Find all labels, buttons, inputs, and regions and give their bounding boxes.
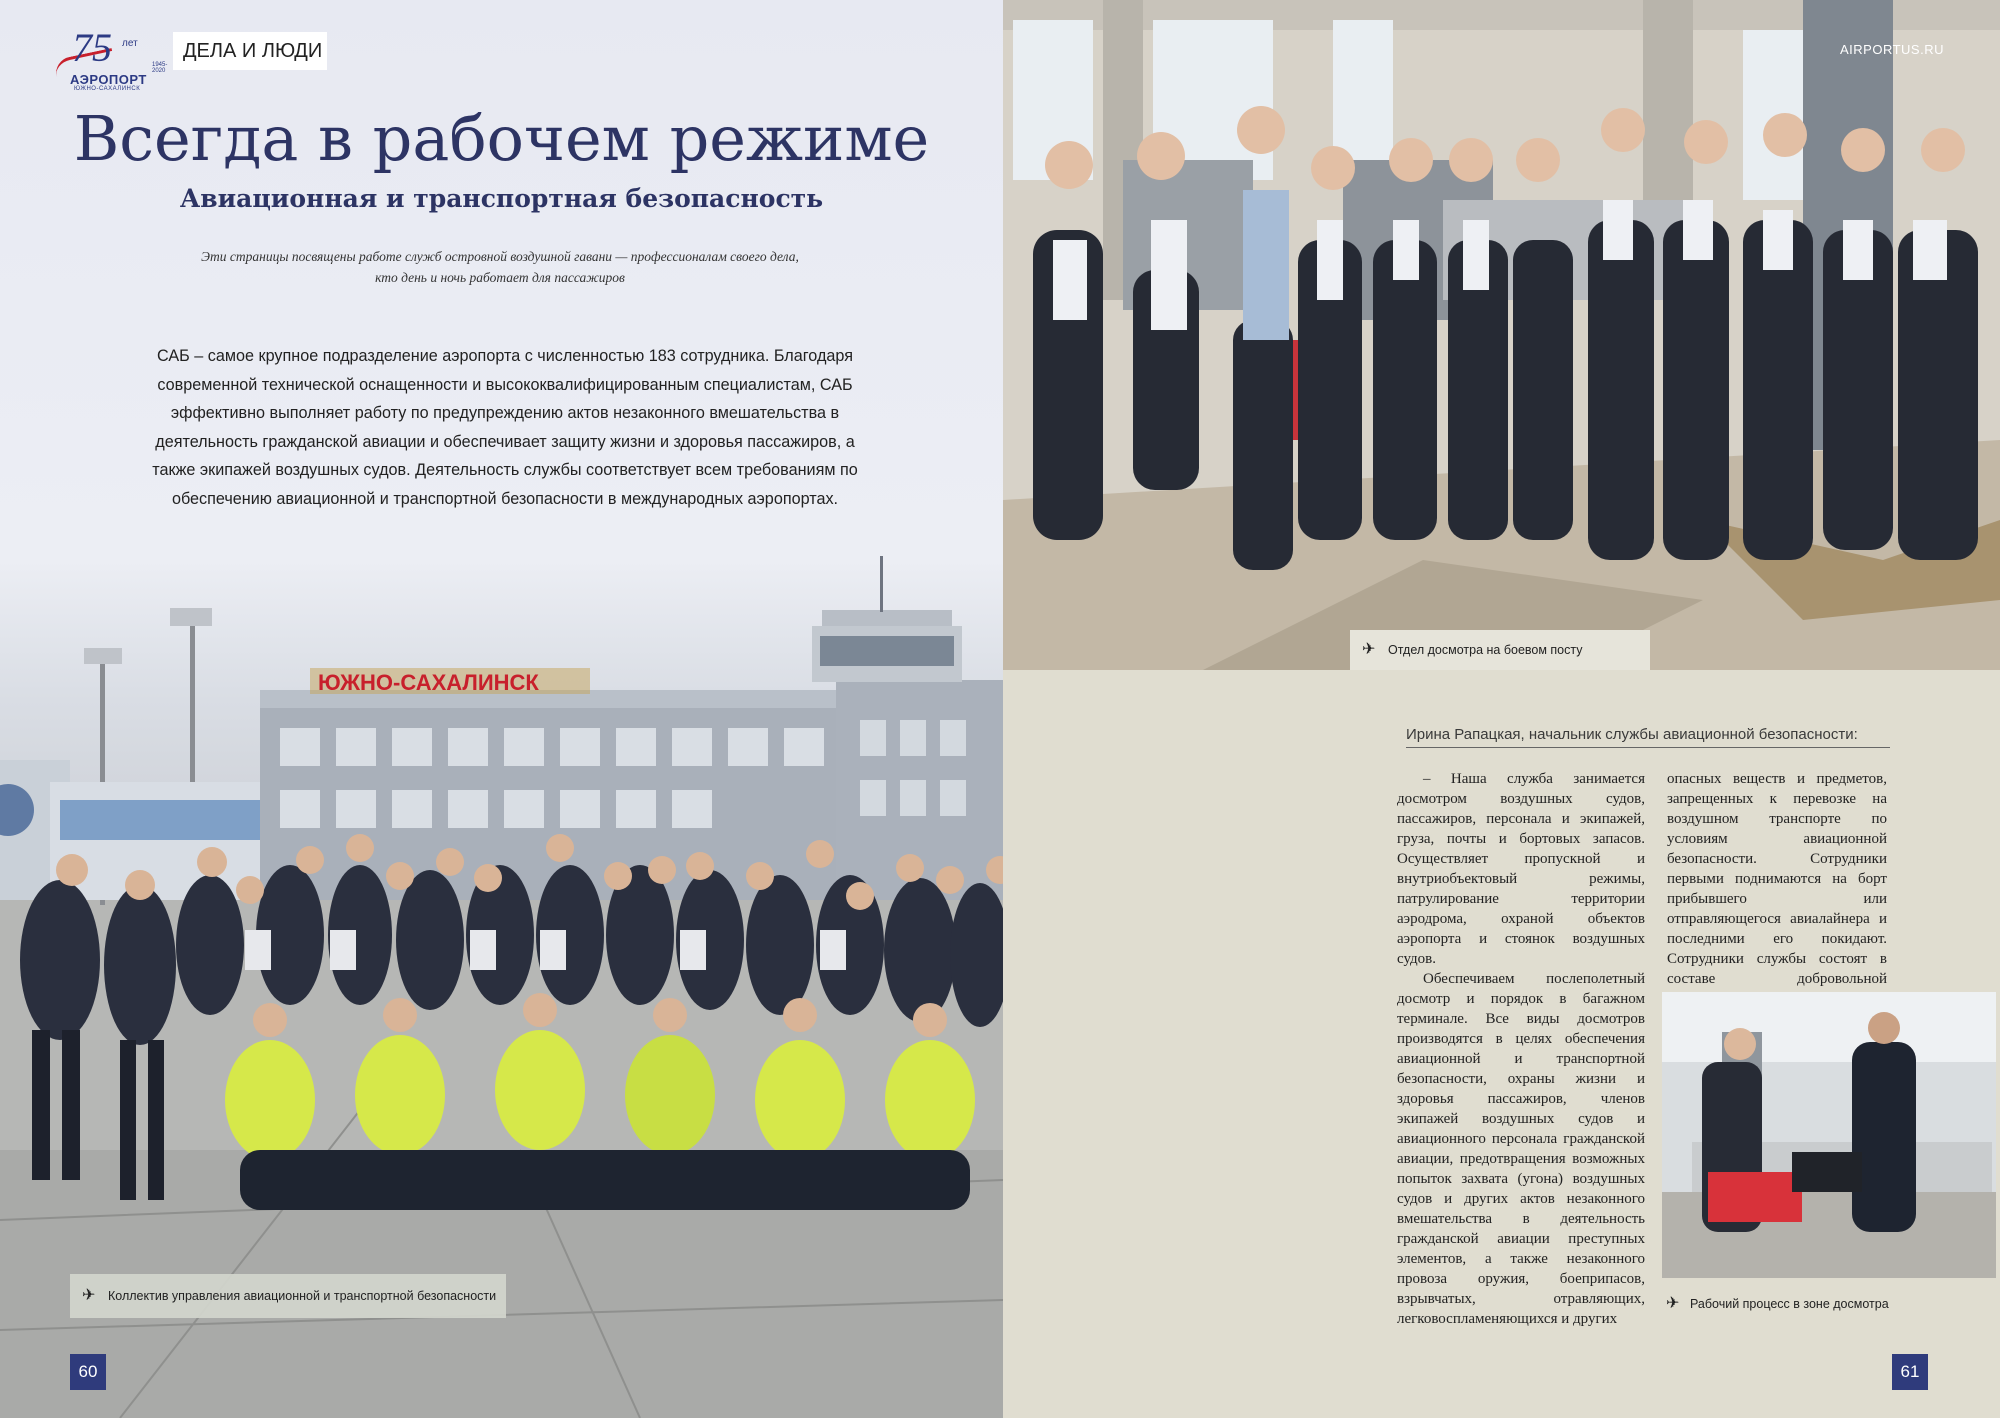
caption-check-photo (1660, 1290, 1960, 1318)
plane-icon: ✈ (1666, 1295, 1680, 1312)
logo-name: АЭРОПОРТ (70, 72, 147, 87)
text-column-1 (1397, 769, 1645, 1329)
logo-dates: 1945-2020 (152, 62, 168, 74)
logo-city: ЮЖНО-САХАЛИНСК (74, 86, 141, 92)
plane-icon: ✈ (1362, 641, 1376, 658)
paragraph: опасных веществ и предметов, запрещенных к перевозке на воздушном транспорте по условиям авиационной безопасности. Сотрудники первыми поднимаются на борт прибывшего или отправляющегося авиалайнера и последними его покидают. Сотрудники службы состоят в составе добровольной (1667, 771, 1887, 987)
section-tag: ДЕЛА И ЛЮДИ (173, 32, 327, 70)
caption-check-text: Рабочий процесс в зоне досмотра (1690, 1297, 1889, 1311)
caption-team-text: Отдел досмотра на боевом посту (1388, 643, 1583, 657)
logo-years: лет (122, 38, 138, 49)
text-column-2 (1667, 769, 1887, 1009)
airport-75-logo (52, 26, 170, 94)
caption-group-text: Коллектив управления авиационной и транспортной безопасности (108, 1289, 497, 1303)
caption-group-photo (70, 1274, 506, 1318)
paragraph: Обеспечиваем послеполетный досмотр и порядок в багажном терминале. Все виды досмотров производятся в целях обеспечения авиационной и транспортной безопасности, охраны жизни и здоровья пассажиров, членов экипажей воздушных судов и авиационного персонала гражданской авиации, предотвращения возможных попыток захвата (угона) воздушных судов и других актов незаконного вмешательства в деятельность гражданской авиации преступных элементов, а также незаконного провоза оружия, боеприпасов, взрывчатых, отравляющих, легковоспламеняющихся и других (1397, 971, 1645, 1327)
page-number-left: 60 (70, 1354, 106, 1390)
site-url: AIRPORTUS.RU (1840, 42, 1944, 57)
logo-number: 75 (72, 25, 112, 70)
caption-team-photo (1350, 630, 1650, 670)
page-number-right: 61 (1892, 1354, 1928, 1390)
article-title: Всегда в рабочем режиме (73, 102, 930, 175)
screening-area-photo (1662, 992, 1996, 1278)
quote-attribution: Ирина Рапацкая, начальник службы авиационной безопасности: (1406, 726, 1890, 748)
svg-text:ЮЖНО-САХАЛИНСК: ЮЖНО-САХАЛИНСК (318, 670, 539, 695)
plane-icon: ✈ (82, 1287, 96, 1304)
article-intro: САБ – самое крупное подразделение аэропорта с численностью 183 сотрудника. Благодаря современной технической оснащенности и высококвалифицированным специалистам, САБ эффективно выполняет работу по предупреждению актов незаконного вмешательства в деятельность гражданской авиации и обеспечивает защиту жизни и здоровья пассажиров, а также экипажей воздушных судов. Деятельность службы соответствует всем требованиям по обеспечению авиационной и транспортной безопасности в международных аэропортах. (152, 347, 858, 508)
paragraph: – Наша служба занимается досмотром воздушных судов, пассажиров, персонала и экипажей, груза, почты и бортовых запасов. Осуществляет пропускной и внутриобъектовый режимы, патрулирование территории аэродрома, охраной объектов аэропорта и стоянок воздушных судов. (1397, 771, 1645, 967)
screening-team-photo (1003, 0, 2000, 670)
article-lede: Эти страницы посвящены работе служб островной воздушной гавани — профессионалам своего дела, кто день и ночь работает для пассажиров (201, 249, 799, 285)
article-subtitle: Авиационная и транспортная безопасность (179, 184, 824, 213)
